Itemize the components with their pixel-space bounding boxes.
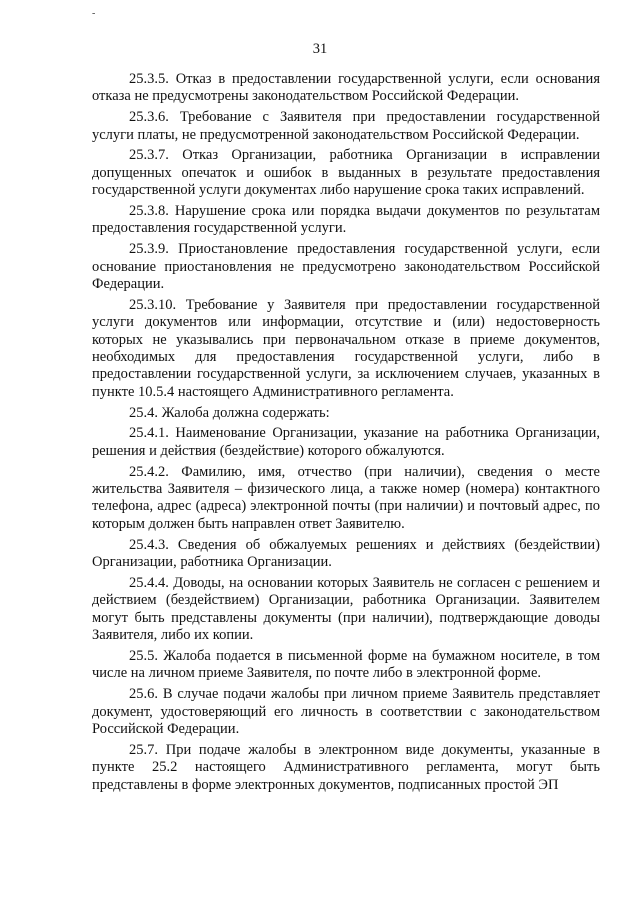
paragraph-25-3-10: 25.3.10. Требование у Заявителя при предоставлении государственной услуги документов или информации, отсутствие и (или) недостоверность которых не указывались при первоначальном отказе в приеме документов, необходимых для предоставления государственной услуги, либо в предоставлении государственной услуги, за исключением случаев, указанных в пункте 10.5.4 настоящего Административного регламента.: [92, 296, 600, 400]
paragraph-25-3-6: 25.3.6. Требование с Заявителя при предоставлении государственной услуги платы, не предусмотренной законодательством Российской Федерации.: [92, 109, 600, 143]
paragraph-25-4: 25.4. Жалоба должна содержать:: [129, 404, 330, 421]
paragraph-25-3-8: 25.3.8. Нарушение срока или порядка выдачи документов по результатам предоставления государственной услуги.: [92, 203, 600, 237]
paragraph-25-7: 25.7. При подаче жалобы в электронном виде документы, указанные в пункте 25.2 настоящего Административного регламента, могут быть представлены в форме электронных документов, подписанных простой ЭП: [92, 741, 600, 793]
document-body: [92, 71, 600, 797]
paragraph-25-4-3: 25.4.3. Сведения об обжалуемых решениях и действиях (бездействии) Организации, работника Организации.: [92, 536, 600, 571]
paragraph-25-5: 25.5. Жалоба подается в письменной форме на бумажном носителе, в том числе на личном приеме Заявителя, по почте либо в электронной форме.: [92, 647, 600, 682]
corner-mark: -: [92, 8, 96, 19]
paragraph-25-3-7: 25.3.7. Отказ Организации, работника Организации в исправлении допущенных опечаток и ошибок в выданных в результате предоставления государственной услуги документах либо нарушение срока таких исправлений.: [92, 147, 600, 199]
paragraph-25-4-1: 25.4.1. Наименование Организации, указание на работника Организации, решения и действия (бездействие) которого обжалуются.: [92, 425, 600, 459]
page-number: 31: [312, 41, 328, 57]
paragraph-25-4-4: 25.4.4. Доводы, на основании которых Заявитель не согласен с решением и действием (бездействием) Организации, работника Организации. Заявителем могут быть представлены документы (при наличии), подтверждающие доводы Заявителя, либо их копии.: [92, 574, 600, 644]
paragraph-25-3-9: 25.3.9. Приостановление предоставления государственной услуги, если основание приостановления не предусмотрено законодательством Российской Федерации.: [92, 241, 600, 293]
paragraph-25-6: 25.6. В случае подачи жалобы при личном приеме Заявитель представляет документ, удостоверяющий его личность в соответствии с законодательством Российской Федерации.: [92, 686, 600, 737]
paragraph-25-4-2: 25.4.2. Фамилию, имя, отчество (при наличии), сведения о месте жительства Заявителя – физического лица, а также номер (номера) контактного телефона, адрес (адреса) электронной почты (при наличии) и почтовый адрес, по которым должен быть направлен ответ Заявителю.: [92, 463, 600, 532]
paragraph-25-3-5: 25.3.5. Отказ в предоставлении государственной услуги, если основания отказа не предусмотрены законодательством Российской Федерации.: [92, 71, 600, 105]
